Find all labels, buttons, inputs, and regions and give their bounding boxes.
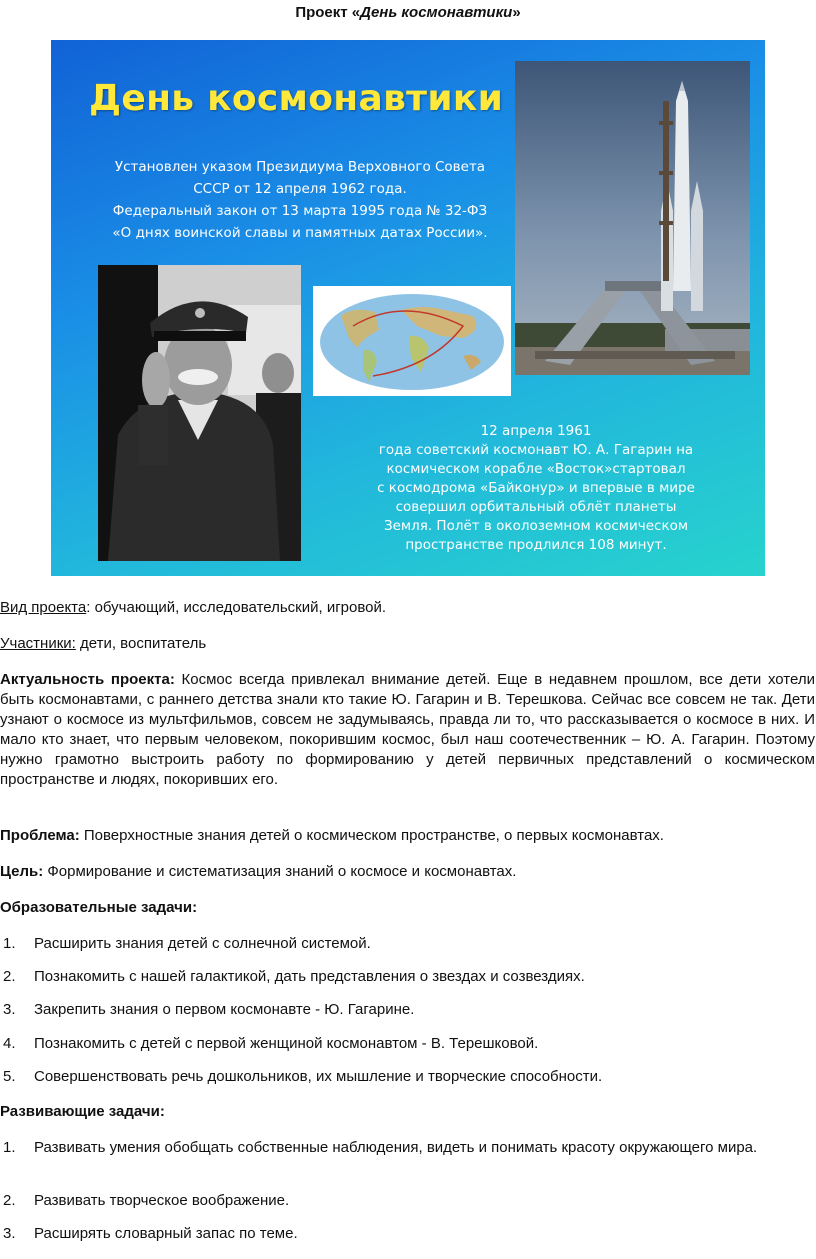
- banner-decree-text: [71, 156, 529, 244]
- participants-text: дети, воспитатель: [75, 635, 207, 652]
- list-item-text: Познакомить с нашей галактикой, дать представления о звездах и созвездиях.: [34, 968, 585, 985]
- event-line: года советский космонавт Ю. А. Гагарин на: [378, 442, 694, 458]
- event-line: 12 апреля 1961: [480, 423, 592, 439]
- banner-title: День космонавтики: [89, 78, 504, 119]
- list-item: [0, 1138, 815, 1158]
- list-item-number: 5.: [3, 1068, 16, 1085]
- title-suffix: »: [512, 4, 521, 21]
- decree-line: СССР от 12 апреля 1962 года.: [193, 181, 407, 197]
- problem-paragraph: [0, 826, 815, 846]
- project-type-text: : обучающий, исследовательский, игровой.: [86, 599, 387, 616]
- list-item: [0, 1224, 815, 1244]
- list-item-text: Закрепить знания о первом космонавте - Ю. Гагарине.: [34, 1001, 415, 1018]
- goal-paragraph: [0, 862, 815, 882]
- list-item-text: Совершенствовать речь дошкольников, их мышление и творческие способности.: [34, 1068, 603, 1085]
- list-item-text: Расширять словарный запас по теме.: [34, 1225, 298, 1242]
- list-item-text: Развивать умения обобщать собственные наблюдения, видеть и понимать красоту окружающего мира.: [34, 1139, 758, 1156]
- relevance-paragraph: [0, 670, 815, 790]
- list-item-text: Расширить знания детей с солнечной системой.: [34, 935, 371, 952]
- participants: [0, 634, 815, 654]
- project-type: [0, 598, 815, 618]
- educational-tasks-heading: Образовательные задачи:: [0, 899, 198, 916]
- list-item: [0, 1000, 815, 1020]
- list-item-number: 3.: [3, 1001, 16, 1018]
- goal-text: Формирование и систематизация знаний о космосе и космонавтах.: [43, 863, 517, 880]
- decree-line: Федеральный закон от 13 марта 1995 года № 32-ФЗ: [112, 203, 488, 219]
- banner-slide: [51, 40, 765, 576]
- list-item: [0, 967, 815, 987]
- event-line: совершил орбитальный облёт планеты: [395, 499, 677, 515]
- problem-label: Проблема:: [0, 827, 80, 844]
- relevance-label: Актуальность проекта:: [0, 671, 175, 688]
- event-line: пространстве продлился 108 минут.: [405, 537, 667, 553]
- list-item: [0, 1034, 815, 1054]
- participants-label: Участники:: [0, 635, 76, 652]
- title-prefix: Проект «: [295, 4, 361, 21]
- title-italic: День космонавтики: [360, 4, 513, 21]
- event-line: Земля. Полёт в околоземном космическом: [383, 518, 689, 534]
- relevance-text: Космос всегда привлекал внимание детей. Еще в недавнем прошлом, все дети хотели быть космонавтами, с раннего детства знали кто такие Ю. Гагарин и В. Терешкова. Сейчас все совсем не так. Дети узнают о космосе из мультфильмов, совсем не задумываясь, правда ли то, что рассказывается о космосе в них. И мало кто знает, что первым человеком, покорившим космос, был наш соотечественник – Ю. А. Гагарин. Поэтому нужно грамотно выстроить работу по формированию у детей первичных представлений о космическом пространстве и людях, покоривших его.: [0, 671, 815, 788]
- decree-line: «О днях воинской славы и памятных датах России».: [112, 225, 488, 241]
- list-item-number: 2.: [3, 968, 16, 985]
- banner-event-text: [351, 422, 721, 555]
- list-item-number: 2.: [3, 1192, 16, 1209]
- list-item-text: Развивать творческое воображение.: [34, 1192, 290, 1209]
- list-item-number: 4.: [3, 1035, 16, 1052]
- list-item: [0, 934, 815, 954]
- developing-tasks-heading: Развивающие задачи:: [0, 1103, 165, 1120]
- list-item-number: 1.: [3, 1139, 16, 1156]
- decree-line: Установлен указом Президиума Верховного Совета: [114, 159, 486, 175]
- list-item-number: 1.: [3, 935, 16, 952]
- problem-text: Поверхностные знания детей о космическом пространстве, о первых космонавтах.: [79, 827, 664, 844]
- gagarin-photo: [98, 265, 301, 561]
- goal-label: Цель:: [0, 863, 44, 880]
- list-item: [0, 1191, 815, 1211]
- world-map-image: [313, 286, 511, 396]
- list-item-number: 3.: [3, 1225, 16, 1242]
- document-title: [0, 4, 816, 21]
- event-line: космическом корабле «Восток»стартовал: [386, 461, 686, 477]
- event-line: с космодрома «Байконур» и впервые в мире: [377, 480, 695, 496]
- project-type-label: Вид проекта: [0, 599, 87, 616]
- rocket-photo: [515, 61, 750, 375]
- list-item-text: Познакомить с детей с первой женщиной космонавтом - В. Терешковой.: [34, 1035, 539, 1052]
- list-item: [0, 1067, 815, 1087]
